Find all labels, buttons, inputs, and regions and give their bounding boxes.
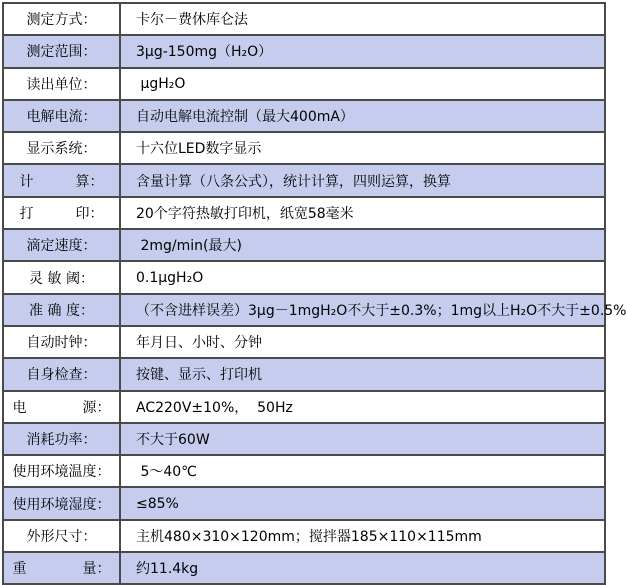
spec-label: 滴定速度： (3, 229, 120, 261)
spec-value: 不大于60W (120, 423, 605, 455)
spec-label: 使用环境湿度： (3, 487, 120, 519)
spec-label: 测定方式： (3, 3, 120, 35)
spec-row (3, 326, 605, 358)
spec-row (3, 261, 605, 293)
spec-value: μgH₂O (120, 68, 605, 100)
spec-value: 3μg-150mg（H₂O） (120, 35, 605, 67)
spec-label: 准 确 度： (3, 294, 120, 326)
spec-label: 打 印： (3, 197, 120, 229)
spec-label: 测定范围： (3, 35, 120, 67)
spec-label: 显示系统： (3, 132, 120, 164)
spec-row (3, 487, 605, 519)
spec-value: 年月日、小时、分钟 (120, 326, 605, 358)
spec-value: 0.1μgH₂O (120, 261, 605, 293)
spec-row (3, 358, 605, 390)
spec-value: AC220V±10%， 50Hz (120, 391, 605, 423)
spec-label: 自动时钟： (3, 326, 120, 358)
spec-row (3, 294, 605, 326)
spec-value: 按键、显示、打印机 (120, 358, 605, 390)
spec-label: 电 源： (3, 391, 120, 423)
spec-value: 卡尔－费休库仑法 (120, 3, 605, 35)
spec-value: 2mg/min(最大) (120, 229, 605, 261)
spec-label: 自身检查： (3, 358, 120, 390)
spec-row (3, 455, 605, 487)
spec-row (3, 100, 605, 132)
spec-value: 主机480×310×120mm；搅拌器185×110×115mm (120, 520, 605, 552)
spec-value: 5～40℃ (120, 455, 605, 487)
spec-row (3, 197, 605, 229)
spec-value: （不含进样误差）3μg－1mgH₂O不大于±0.3%；1mg以上H₂O不大于±0.5% (120, 294, 605, 326)
spec-label: 外形尺寸： (3, 520, 120, 552)
spec-label: 电解电流： (3, 100, 120, 132)
spec-value: 含量计算（八条公式），统计计算，四则运算，换算 (120, 164, 605, 196)
spec-row (3, 164, 605, 196)
spec-value: 20个字符热敏打印机，纸宽58毫米 (120, 197, 605, 229)
spec-label: 使用环境温度： (3, 455, 120, 487)
spec-row (3, 132, 605, 164)
spec-row (3, 35, 605, 67)
spec-label: 消耗功率： (3, 423, 120, 455)
spec-label: 读出单位： (3, 68, 120, 100)
spec-value: 约11.4kg (120, 552, 605, 584)
spec-row (3, 391, 605, 423)
spec-value: 十六位LED数字显示 (120, 132, 605, 164)
spec-row (3, 229, 605, 261)
spec-row (3, 552, 605, 584)
spec-row (3, 520, 605, 552)
spec-label: 灵 敏 阈： (3, 261, 120, 293)
spec-label: 计 算： (3, 164, 120, 196)
specifications-table (2, 2, 626, 585)
spec-row (3, 68, 605, 100)
spec-row (3, 3, 605, 35)
spec-value: 自动电解电流控制（最大400mA） (120, 100, 605, 132)
spec-label: 重 量： (3, 552, 120, 584)
spec-value: ≤85% (120, 487, 605, 519)
spec-row (3, 423, 605, 455)
